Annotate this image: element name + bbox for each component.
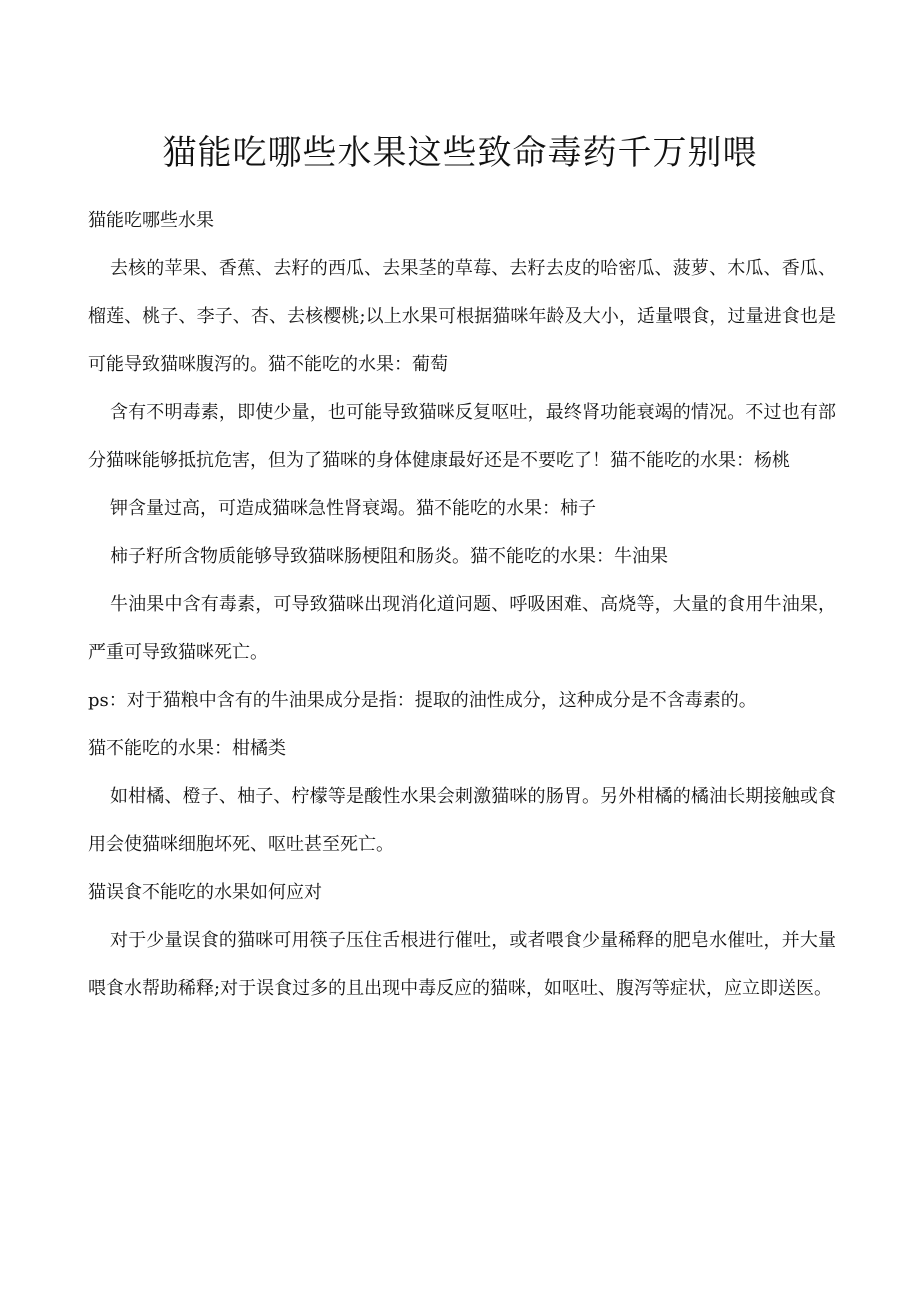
paragraph: 去核的苹果、香蕉、去籽的西瓜、去果茎的草莓、去籽去皮的哈密瓜、菠萝、木瓜、香瓜、榴莲、桃子、李子、杏、去核樱桃;以上水果可根据猫咪年龄及大小，适量喂食，过量进食也是可能导致猫咪腹泻的。猫不能吃的水果：葡萄 <box>88 258 836 375</box>
ps-note: ps：对于猫粮中含有的牛油果成分是指：提取的油性成分，这种成分是不含毒素的。 <box>88 690 757 711</box>
paragraph: 对于少量误食的猫咪可用筷子压住舌根进行催吐，或者喂食少量稀释的肥皂水催吐，并大量喂食水帮助稀释;对于误食过多的且出现中毒反应的猫咪，如呕吐、腹泻等症状，应立即送医。 <box>88 930 836 999</box>
document-body <box>88 197 836 1013</box>
paragraph: 牛油果中含有毒素，可导致猫咪出现消化道问题、呼吸困难、高烧等，大量的食用牛油果，严重可导致猫咪死亡。 <box>88 594 836 663</box>
paragraph: 柿子籽所含物质能够导致猫咪肠梗阻和肠炎。猫不能吃的水果：牛油果 <box>110 546 668 567</box>
section-heading: 猫不能吃的水果：柑橘类 <box>88 738 286 759</box>
document-title: 猫能吃哪些水果这些致命毒药千万别喂 <box>162 133 758 173</box>
section-heading: 猫能吃哪些水果 <box>88 210 214 231</box>
section-heading: 猫误食不能吃的水果如何应对 <box>88 882 322 903</box>
paragraph: 如柑橘、橙子、柚子、柠檬等是酸性水果会刺激猫咪的肠胃。另外柑橘的橘油长期接触或食用会使猫咪细胞坏死、呕吐甚至死亡。 <box>88 786 836 855</box>
paragraph: 含有不明毒素，即使少量，也可能导致猫咪反复呕吐，最终肾功能衰竭的情况。不过也有部分猫咪能够抵抗危害，但为了猫咪的身体健康最好还是不要吃了！猫不能吃的水果：杨桃 <box>88 402 836 471</box>
paragraph: 钾含量过高，可造成猫咪急性肾衰竭。猫不能吃的水果：柿子 <box>110 498 596 519</box>
